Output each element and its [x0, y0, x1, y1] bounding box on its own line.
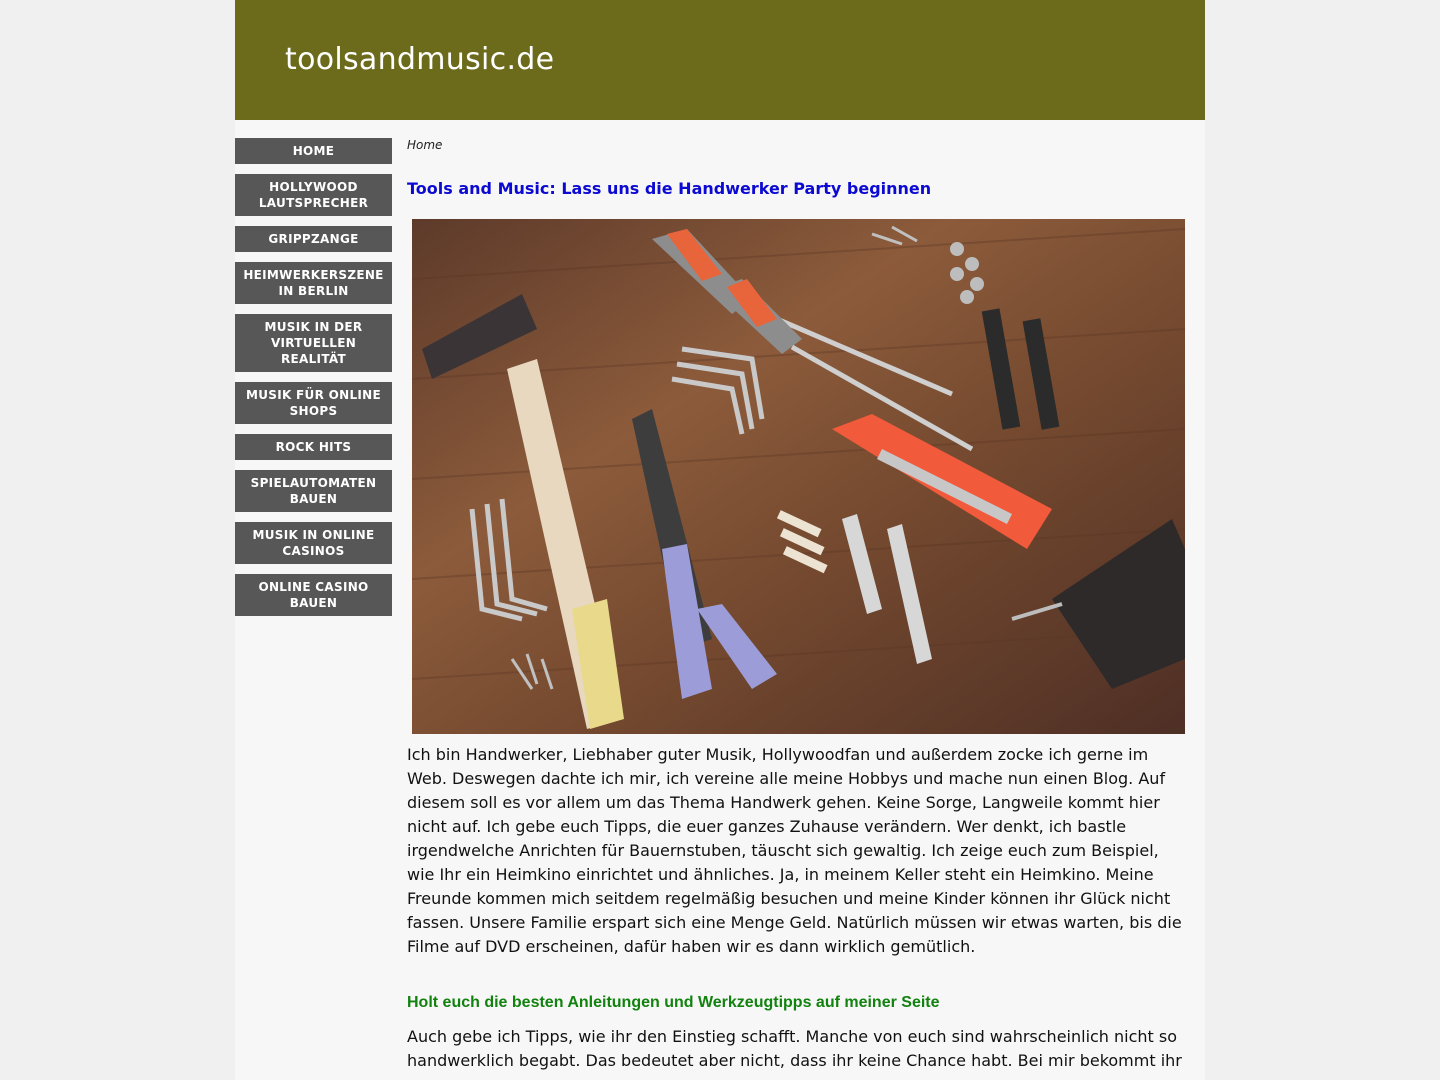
sidebar-item-home[interactable]: HOME — [235, 138, 392, 164]
sidebar-item-heimwerkerszene[interactable]: HEIMWERKERSZENE IN BERLIN — [235, 262, 392, 304]
section-subheading: Holt euch die besten Anleitungen und Werkzeugtipps auf meiner Seite — [407, 994, 940, 1011]
sidebar-item-casino-bauen[interactable]: ONLINE CASINO BAUEN — [235, 574, 392, 616]
intro-paragraph: Ich bin Handwerker, Liebhaber guter Musik, Hollywoodfan und außerdem zocke ich gerne im Web. Deswegen dachte ich mir, ich vereine alle meine Hobbys und mache nun einen Blog. Auf diesem soll es vor allem um das Thema Handwerk gehen. Keine Sorge, Langweile kommt hier nicht auf. Ich gebe euch Tipps, die euer ganzes Zuhause verändern. Wer denkt, ich bastle irgendwelche Anrichten für Bauernstuben, täuscht sich gewaltig. Ich zeige euch zum Beispiel, wie Ihr ein Heimkino einrichtet und ähnliches. Ja, in meinem Keller steht ein Heimkino. Meine Freunde kommen mich seitdem regelmäßig besuchen und meine Kinder können ihr Glück nicht fassen. Unsere Familie erspart sich eine Menge Geld. Natürlich müssen wir etwas warten, bis die Filme auf DVD erscheinen, dafür haben wir es dann wirklich gemütlich. — [407, 745, 1182, 956]
breadcrumb-home-link[interactable]: Home — [407, 138, 443, 152]
sidebar-item-rock-hits[interactable]: ROCK HITS — [235, 434, 392, 460]
sidebar-item-hollywood-lautsprecher[interactable]: HOLLYWOOD LAUTSPRECHER — [235, 174, 392, 216]
site-title-link[interactable]: toolsandmusic.de — [285, 42, 555, 77]
tools-on-wood-icon — [412, 219, 1185, 734]
site-header — [235, 0, 1205, 120]
article-title: Tools and Music: Lass uns die Handwerker Party beginnen — [407, 179, 932, 198]
second-paragraph: Auch gebe ich Tipps, wie ihr den Einstieg schafft. Manche von euch sind wahrscheinlich nicht so handwerklich begabt. Das bedeutet aber nicht, dass ihr keine Chance habt. Bei mir bekommt ihr — [407, 1027, 1182, 1070]
hero-image — [412, 219, 1185, 734]
breadcrumb — [407, 137, 1187, 153]
sidebar-item-spielautomaten[interactable]: SPIELAUTOMATEN BAUEN — [235, 470, 392, 512]
main-content — [407, 130, 1187, 1073]
sidebar-item-musik-casinos[interactable]: MUSIK IN ONLINE CASINOS — [235, 522, 392, 564]
sidebar-item-grippzange[interactable]: GRIPPZANGE — [235, 226, 392, 252]
page-container — [235, 0, 1205, 1080]
sidebar-item-musik-vr[interactable]: MUSIK IN DER VIRTUELLEN REALITÄT — [235, 314, 392, 372]
sidebar-item-musik-online-shops[interactable]: MUSIK FÜR ONLINE SHOPS — [235, 382, 392, 424]
sidebar-nav — [235, 138, 392, 626]
